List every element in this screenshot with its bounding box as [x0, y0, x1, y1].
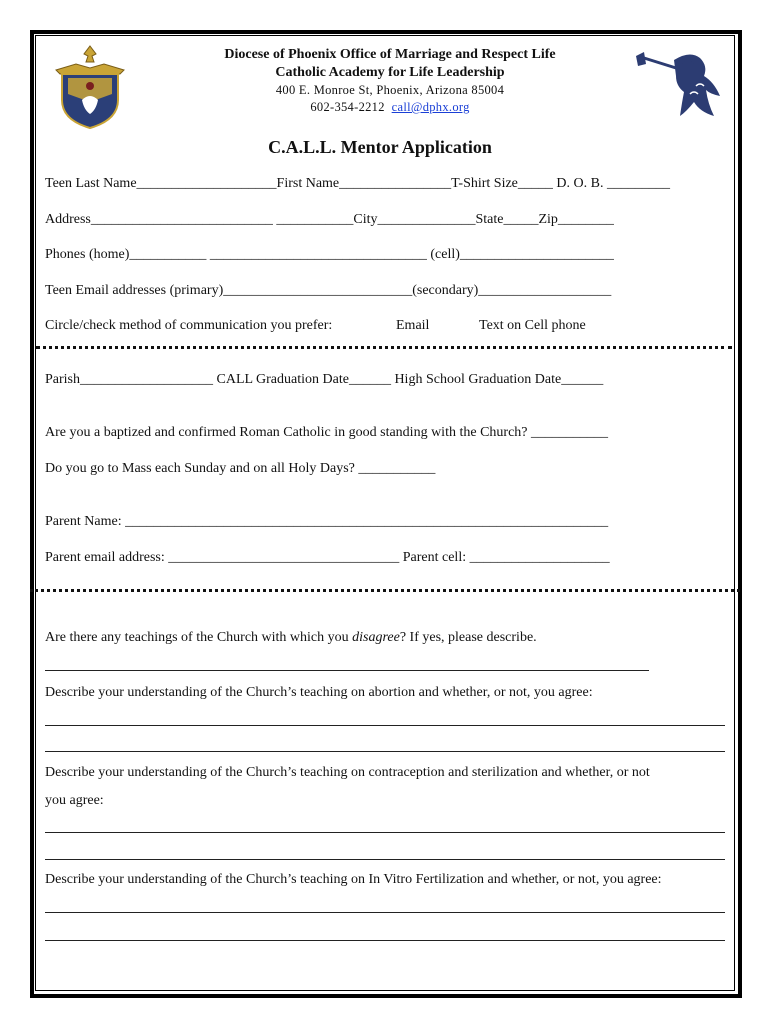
- question-abortion: Describe your understanding of the Church’s teaching on abortion and whether, or not, you agree:: [45, 685, 593, 700]
- question-contraception-line2: you agree:: [45, 793, 104, 808]
- question-mass[interactable]: Do you go to Mass each Sunday and on all Holy Days? ___________: [45, 461, 436, 476]
- header-address: 400 E. Monroe St, Phoenix, Arizona 85004: [275, 83, 505, 97]
- answer-line-ivf-2[interactable]: [45, 940, 725, 941]
- header-org-line2: Catholic Academy for Life Leadership: [275, 65, 505, 80]
- question-disagree-post: ? If yes, please describe.: [399, 630, 537, 645]
- comm-method-label: Circle/check method of communication you prefer:: [45, 318, 333, 333]
- row-parent-email-cell[interactable]: Parent email address: _________________________________ Parent cell: ____________________: [45, 550, 610, 565]
- header-contact-line: [160, 100, 620, 115]
- dotted-separator-1: [36, 346, 732, 349]
- trumpet-angel-icon: [634, 46, 724, 127]
- answer-line-abortion-1[interactable]: [45, 725, 725, 726]
- row-teen-email[interactable]: Teen Email addresses (primary)___________________________(secondary)___________________: [45, 283, 612, 298]
- header-org-line1: Diocese of Phoenix Office of Marriage and Respect Life: [224, 47, 556, 62]
- question-disagree-pre: Are there any teachings of the Church with which you: [45, 630, 353, 645]
- question-baptized[interactable]: Are you a baptized and confirmed Roman Catholic in good standing with the Church? ___________: [45, 425, 608, 440]
- answer-line-contraception-2[interactable]: [45, 859, 725, 860]
- question-contraception-line1: Describe your understanding of the Church’s teaching on contraception and sterilization and whether, or not: [45, 765, 650, 780]
- comm-option-email[interactable]: Email: [396, 318, 430, 333]
- question-disagree: [45, 630, 537, 646]
- answer-line-abortion-2[interactable]: [45, 751, 725, 752]
- answer-line-ivf-1[interactable]: [45, 912, 725, 913]
- answer-line-disagree[interactable]: [45, 670, 649, 671]
- page-title: C.A.L.L. Mentor Application: [268, 137, 492, 157]
- answer-line-contraception-1[interactable]: [45, 832, 725, 833]
- row-name-tshirt-dob[interactable]: Teen Last Name____________________First Name________________T-Shirt Size_____ D. O. B. _________: [45, 176, 670, 191]
- header-phone: 602-354-2212: [310, 100, 385, 114]
- row-address[interactable]: Address__________________________ ___________City______________State_____Zip________: [45, 212, 614, 227]
- diocese-coat-of-arms-icon: [52, 44, 128, 135]
- row-phones[interactable]: Phones (home)___________ _______________________________ (cell)______________________: [45, 247, 614, 262]
- question-disagree-emphasis: disagree: [352, 630, 400, 645]
- comm-option-text[interactable]: Text on Cell phone: [479, 318, 586, 333]
- row-parent-name[interactable]: Parent Name: _____________________________________________________________________: [45, 514, 609, 529]
- dotted-separator-2: [30, 589, 740, 592]
- question-ivf: Describe your understanding of the Church’s teaching on In Vitro Fertilization and whether, or not, you agree:: [45, 872, 662, 887]
- header-email-link[interactable]: call@dphx.org: [391, 100, 470, 114]
- row-parish-graduation[interactable]: Parish___________________ CALL Graduation Date______ High School Graduation Date______: [45, 372, 604, 387]
